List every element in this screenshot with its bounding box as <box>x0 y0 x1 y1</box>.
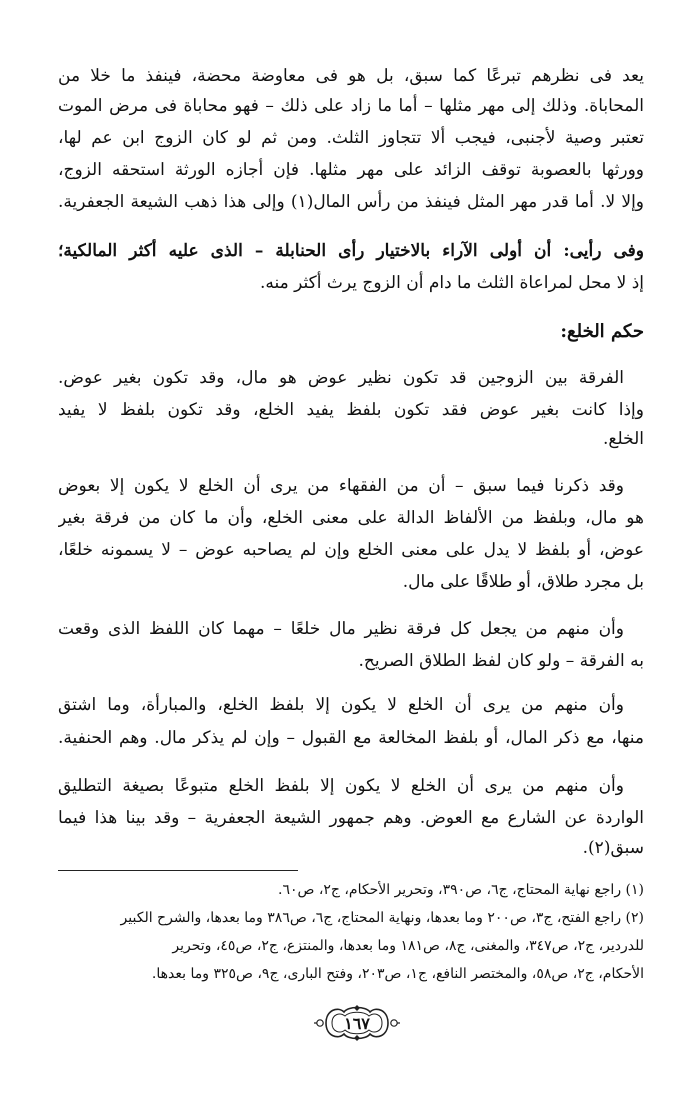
body-line: الواردة عن الشارع مع العوض. وهم جمهور الشيعة الجعفرية – وقد بينا هذا فيما <box>58 808 644 828</box>
section-heading: حكم الخلع: <box>560 321 644 342</box>
body-line: وأن منهم من يرى أن الخلع لا يكون إلا بلفظ الخلع متبوعًا بصيغة التطليق <box>58 776 624 796</box>
body-line: وإذا كانت بغير عوض فقد تكون بلفظ يفيد الخلع، وقد تكون بلفظ لا يفيد <box>58 400 644 420</box>
footnote-continuation: الأحكام، ج٢، ص٥٨، والمختصر النافع، ج١، ص٢٠٣، وفتح البارى، ج٩، ص٣٢٥ وما بعدها. <box>151 966 644 982</box>
body-line: هو مال، وبلفظ من الألفاظ الدالة على معنى الخلع، وأن ما كان من فرقة بغير <box>58 508 644 528</box>
body-line: منها، مع ذكر المال، أو بلفظ المخالعة مع القبول – وإن لم يذكر مال. وهم الحنفية. <box>58 728 644 748</box>
body-line: وإلا لا. أما قدر مهر المثل فينفذ من رأس المال(١) وإلى هذا ذهب الشيعة الجعفرية. <box>58 192 644 212</box>
footnote-separator <box>58 870 298 871</box>
body-line: المحاباة. وذلك إلى مهر مثلها – أما ما زاد على ذلك – فهو محاباة فى مرض الموت <box>58 96 644 116</box>
body-line: الخلع. <box>603 429 644 449</box>
body-line: سبق(٢). <box>582 838 644 858</box>
body-line: بل مجرد طلاق، أو طلاقًا على مال. <box>402 572 644 592</box>
body-line: وأن منهم من يرى أن الخلع لا يكون إلا بلفظ الخلع، والمبارأة، وما اشتق <box>58 695 624 715</box>
body-line: وورثها بالعصوبة توقف الزائد على مهر مثلها. فإن أجازه الورثة استحقه الزوج، <box>58 160 644 180</box>
body-line: وأن منهم من يجعل كل فرقة نظير مال خلعًا – مهما كان اللفظ الذى وقعت <box>58 619 624 639</box>
body-line: إذ لا محل لمراعاة الثلث ما دام أن الزوج يرث أكثر منه. <box>259 273 644 293</box>
body-line: وقد ذكرنا فيما سبق – أن من الفقهاء من يرى أن الخلع لا يكون إلا بعوض <box>58 476 624 496</box>
footnote: (١) راجع نهاية المحتاج، ج٦، ص٣٩٠، وتحرير الأحكام، ج٢، ص٦٠. <box>277 882 644 898</box>
body-line: الفرقة بين الزوجين قد تكون نظير عوض هو مال، وقد تكون بغير عوض. <box>58 368 624 388</box>
footnote-continuation: للدردير، ج٢، ص٣٤٧، والمغنى، ج٨، ص١٨١ وما بعدها، والمنتزع، ج٢، ص٤٥، وتحرير <box>172 938 644 954</box>
footnote: (٢) راجع الفتح، ج٣، ص٢٠٠ وما بعدها، ونهاية المحتاج، ج٦، ص٣٨٦ وما بعدها، والشرح الكبير <box>120 910 644 926</box>
body-line: به الفرقة – ولو كان لفظ الطلاق الصريح. <box>358 651 644 671</box>
opinion-line: وفى رأيى: أن أولى الآراء بالاختيار رأى الحنابلة – الذى عليه أكثر المالكية؛ <box>58 241 644 261</box>
body-line: تعتبر وصية لأجنبى، فيجب ألا تتجاوز الثلث. ومن ثم لو كان الزوج ابن عم لها، <box>58 128 644 148</box>
page-number: ١٦٧ <box>344 1013 370 1033</box>
body-line: عوض، أو بلفظ لا يدل على معنى الخلع وإن لم يصاحبه عوض – لا يسمونه خلعًا، <box>58 540 644 560</box>
page-number-ornament <box>312 1002 402 1044</box>
body-line: يعد فى نظرهم تبرعًا كما سبق، بل هو فى معاوضة محضة، فينفذ ما خلا من <box>58 66 644 86</box>
